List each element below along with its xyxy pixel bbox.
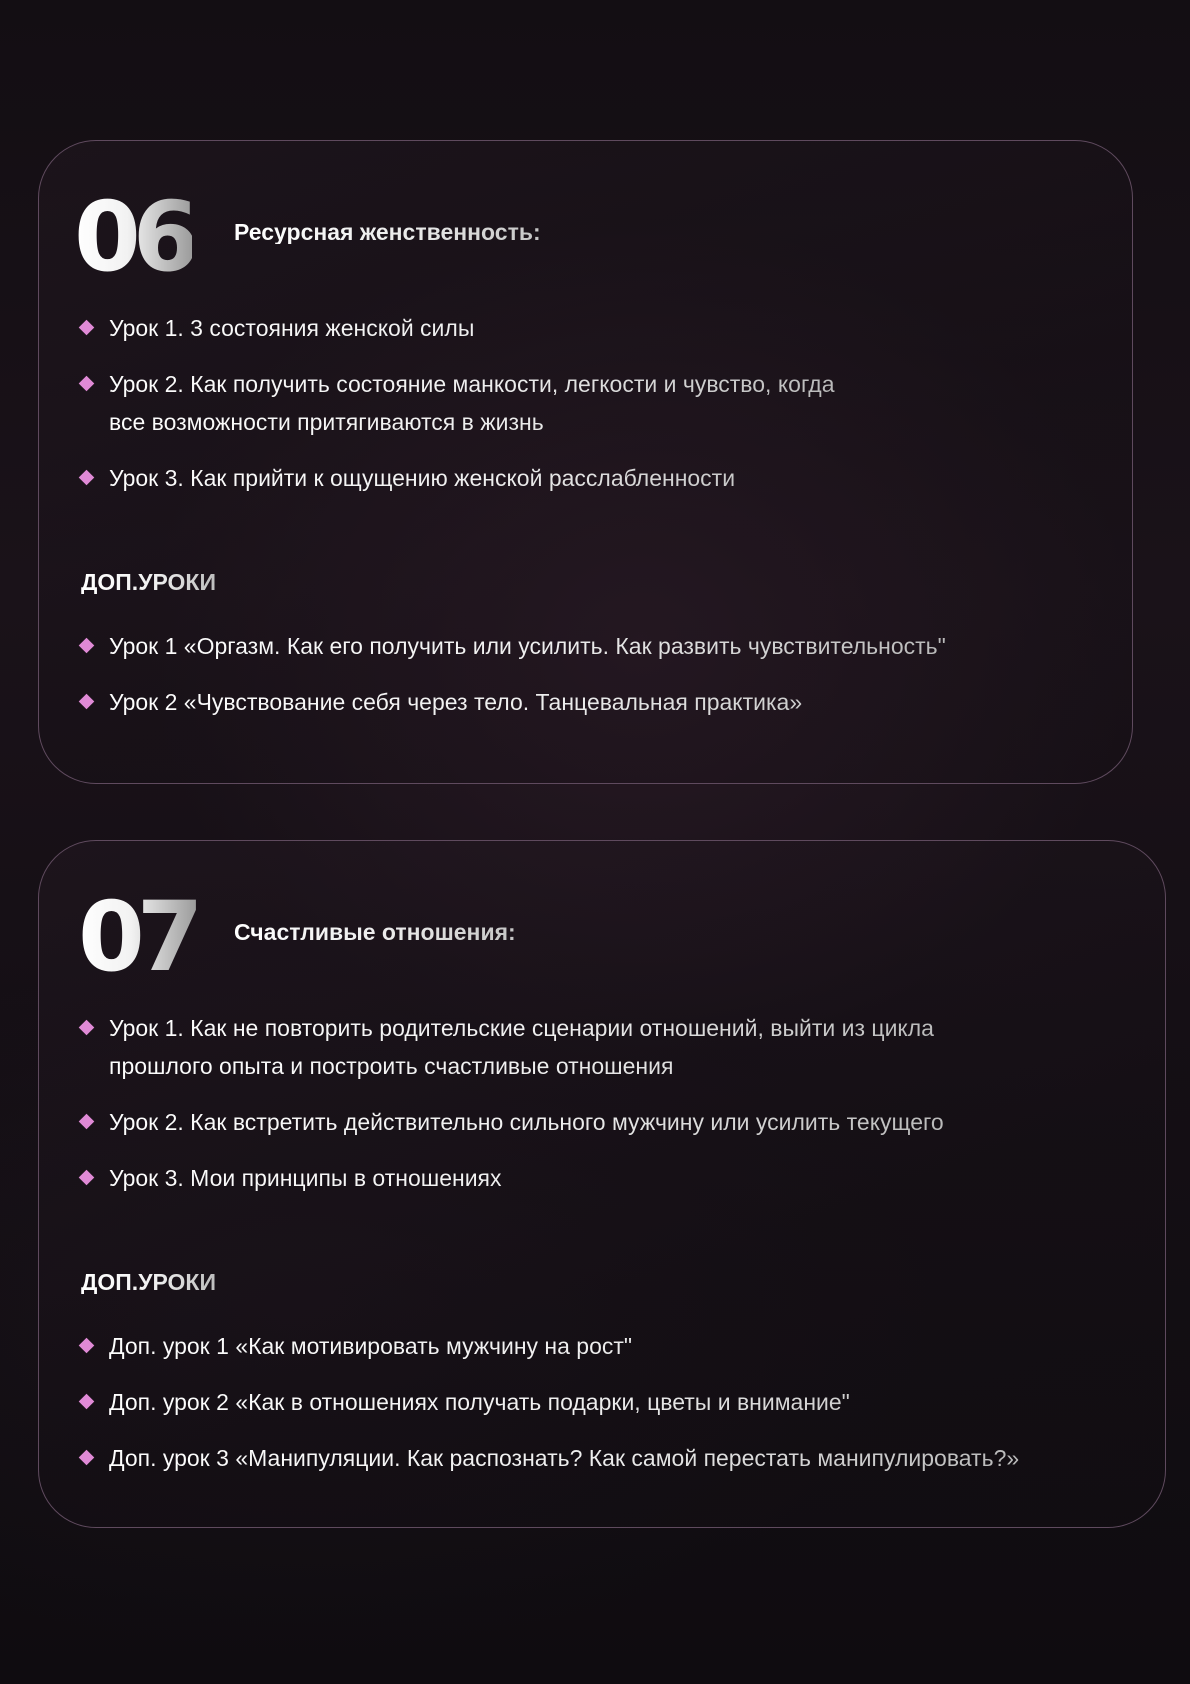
lesson-text: Урок 1. Как не повторить родительские сценарии отношений, выйти из цикла [109,1015,934,1041]
diamond-bullet-icon [79,470,95,486]
lesson-text: Урок 3. Как прийти к ощущению женской расслабленности [109,465,736,491]
lesson-text-continued: все возможности притягиваются в жизнь [109,409,544,435]
module-number: 07 [78,881,196,993]
diamond-bullet-icon [79,320,95,336]
list-item [79,1327,1019,1365]
module-number: 06 [74,181,192,293]
diamond-bullet-icon [79,1338,95,1354]
list-item [79,459,835,497]
lesson-text: Урок 2. Как встретить действительно сильного мужчину или усилить текущего [109,1109,944,1135]
lesson-text: Урок 1 «Оргазм. Как его получить или усилить. Как развить чувствительность" [109,633,946,659]
list-item [79,1159,944,1197]
diamond-bullet-icon [79,1450,95,1466]
lesson-text: Урок 2. Как получить состояние манкости, легкости и чувство, когда [109,371,835,397]
lesson-text-continued: прошлого опыта и построить счастливые отношения [109,1053,674,1079]
list-item [79,627,946,665]
diamond-bullet-icon [79,694,95,710]
lesson-text: Доп. урок 3 «Манипуляции. Как распознать? Как самой перестать манипулировать?» [109,1445,1020,1471]
lesson-text: Доп. урок 2 «Как в отношениях получать подарки, цветы и внимание" [109,1389,850,1415]
list-item [79,1103,944,1141]
lesson-text: Урок 1. 3 состояния женской силы [109,315,475,341]
diamond-bullet-icon [79,1114,95,1130]
list-item [79,1383,1019,1421]
list-item [79,365,835,441]
diamond-bullet-icon [79,376,95,392]
lesson-list [79,1009,944,1197]
list-item [79,309,835,347]
extra-lesson-list [79,627,946,721]
extra-lessons-heading: ДОП.УРОКИ [81,1269,217,1295]
module-card-06 [38,140,1133,784]
diamond-bullet-icon [79,1020,95,1036]
module-title: Ресурсная женственность: [234,219,541,245]
diamond-bullet-icon [79,1394,95,1410]
extra-lesson-list [79,1327,1019,1477]
list-item [79,1009,944,1085]
lesson-list [79,309,835,497]
module-title: Счастливые отношения: [234,919,516,945]
lesson-text: Урок 3. Мои принципы в отношениях [109,1165,502,1191]
module-card-07 [38,840,1166,1528]
diamond-bullet-icon [79,638,95,654]
lesson-text: Доп. урок 1 «Как мотивировать мужчину на рост" [109,1333,633,1359]
lesson-text: Урок 2 «Чувствование себя через тело. Танцевальная практика» [109,689,803,715]
diamond-bullet-icon [79,1170,95,1186]
list-item [79,1439,1019,1477]
list-item [79,683,946,721]
extra-lessons-heading: ДОП.УРОКИ [81,569,217,595]
